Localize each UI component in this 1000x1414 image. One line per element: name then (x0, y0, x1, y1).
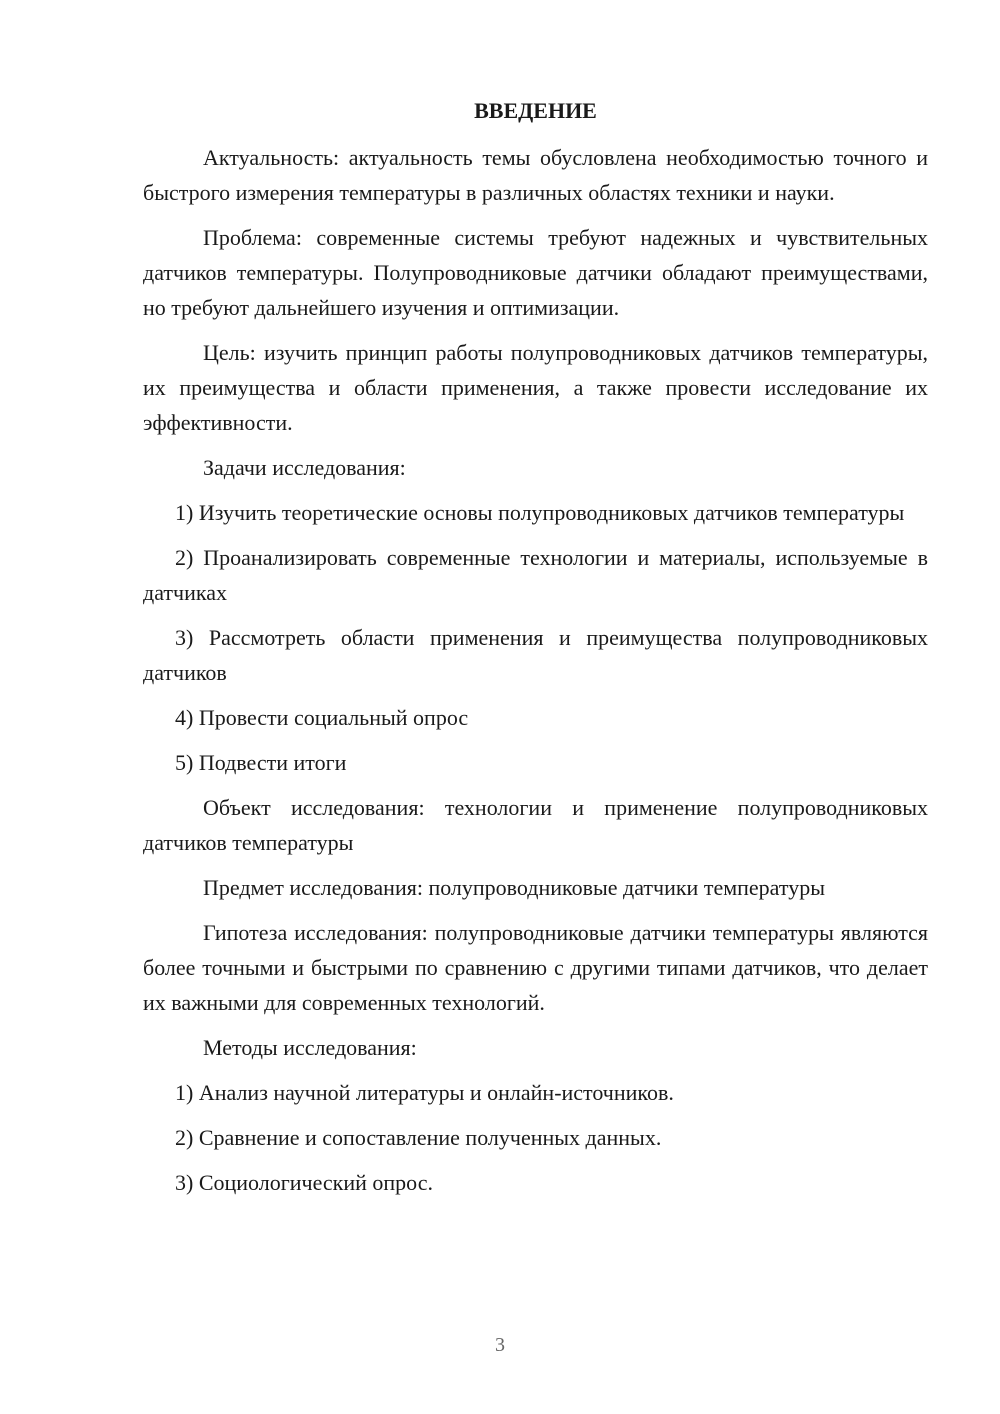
method-item-3: 3) Социологический опрос. (175, 1170, 433, 1195)
problem-paragraph: Проблема: современные системы требуют надежных и чувствительных датчиков температуры. Полупроводниковые датчики обладают преимуществами, но требуют дальнейшего изучения и оптимизации. (143, 225, 928, 320)
task-item-4: 4) Провести социальный опрос (175, 705, 469, 730)
relevance-paragraph: Актуальность: актуальность темы обусловлена необходимостью точного и быстрого измерения температуры в различных областях техники и науки. (143, 145, 928, 205)
task-item-1: 1) Изучить теоретические основы полупроводниковых датчиков температуры (175, 500, 905, 525)
page-content (143, 96, 928, 1210)
hypothesis-paragraph: Гипотеза исследования: полупроводниковые датчики температуры являются более точными и быстрыми по сравнению с другими типами датчиков, что делает их важными для современных технологий. (143, 920, 928, 1015)
page-title: ВВЕДЕНИЕ (474, 98, 597, 123)
task-item-5: 5) Подвести итоги (175, 750, 347, 775)
goal-paragraph: Цель: изучить принцип работы полупроводниковых датчиков температуры, их преимущества и области применения, а также провести исследование их эффективности. (143, 340, 928, 435)
tasks-heading: Задачи исследования: (203, 455, 406, 480)
page-number: 3 (495, 1334, 505, 1356)
methods-heading: Методы исследования: (203, 1035, 417, 1060)
task-item-3: 3) Рассмотреть области применения и преимущества полупроводниковых датчиков (143, 625, 928, 685)
task-item-2: 2) Проанализировать современные технологии и материалы, используемые в датчиках (143, 545, 928, 605)
subject-paragraph: Предмет исследования: полупроводниковые датчики температуры (203, 875, 825, 900)
object-paragraph: Объект исследования: технологии и применение полупроводниковых датчиков температуры (143, 795, 928, 855)
method-item-1: 1) Анализ научной литературы и онлайн-источников. (175, 1080, 674, 1105)
method-item-2: 2) Сравнение и сопоставление полученных данных. (175, 1125, 662, 1150)
